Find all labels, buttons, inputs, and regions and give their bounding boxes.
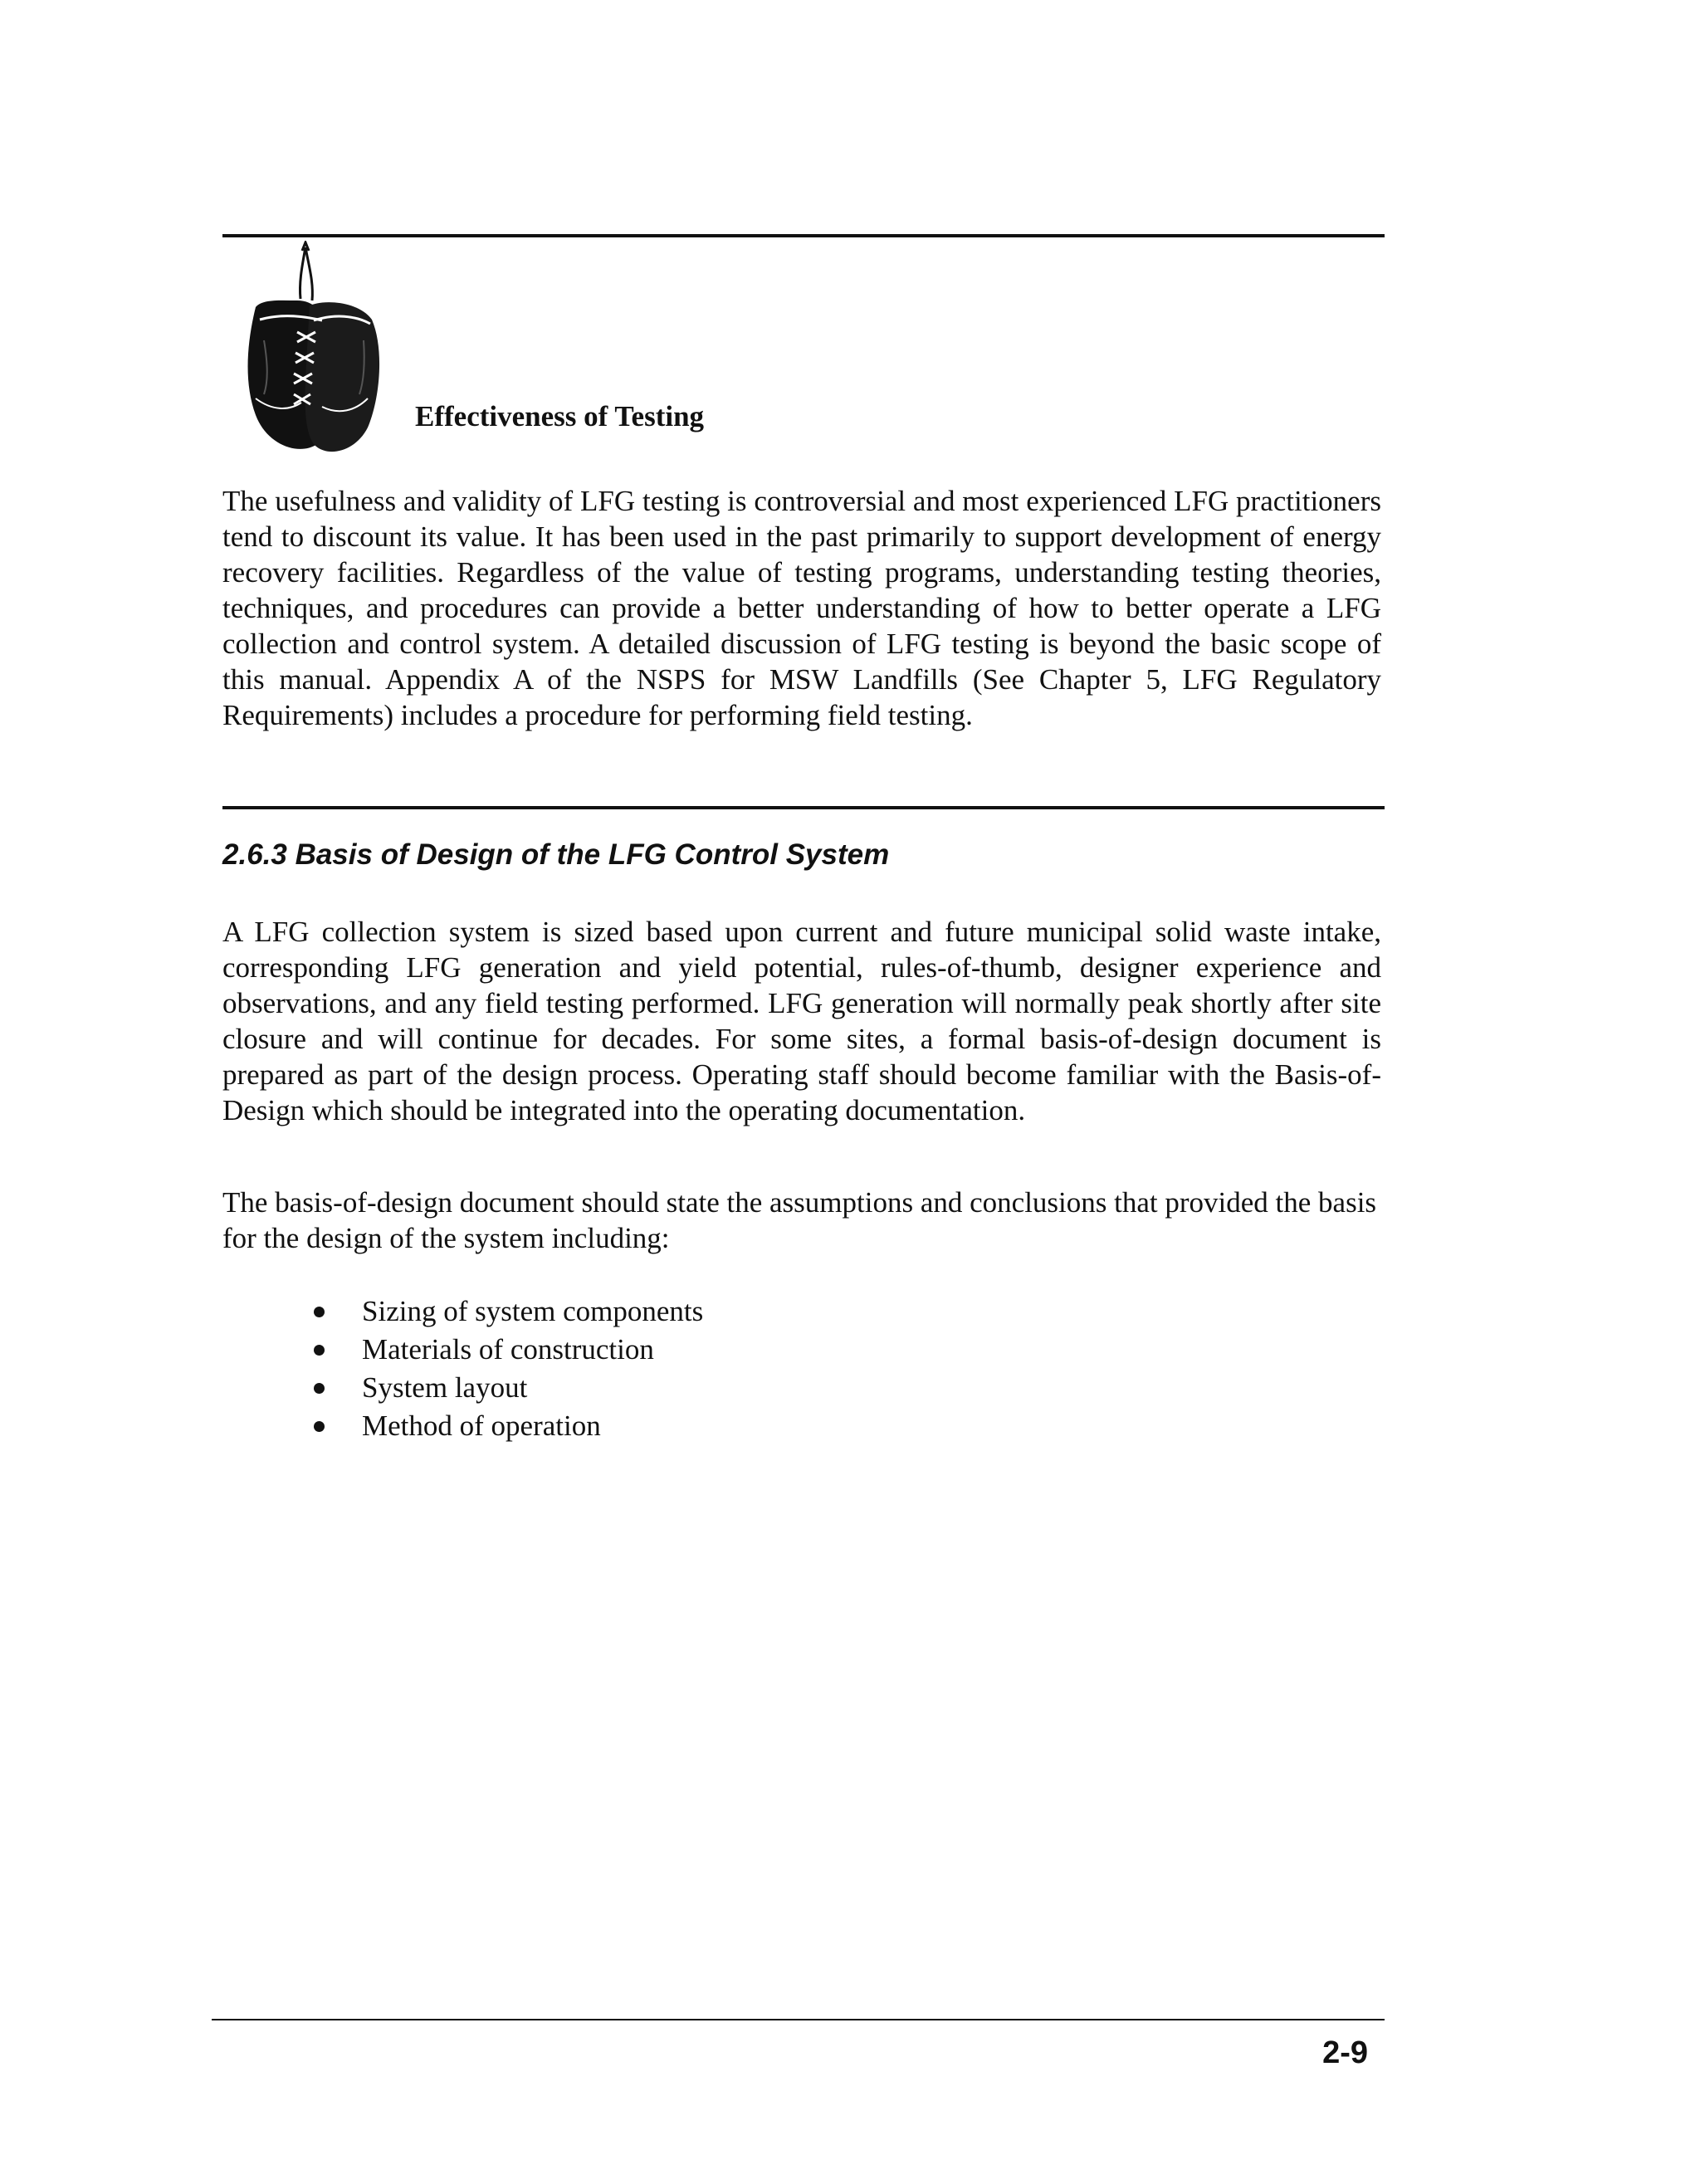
- bullet-icon: [314, 1307, 325, 1317]
- boxing-gloves-icon: [222, 241, 388, 473]
- bullet-icon: [314, 1345, 325, 1356]
- sidebar-paragraph: The usefulness and validity of LFG testing is controversial and most experienced LFG practitioners tend to discount its value. It has been used in the past primarily to support development of energy recovery facilities. Regardless of the value of testing programs, understanding testing theories, techniques, and procedures can provide a better understanding of how to better operate a LFG collection and control system. A detailed discussion of LFG testing is beyond the basic scope of this manual. Appendix A of the NSPS for MSW Landfills (See Chapter 5, LFG Regulatory Requirements) includes a procedure for performing field testing.: [222, 485, 1381, 731]
- list-item: [314, 1331, 703, 1369]
- list-item-text: Method of operation: [362, 1410, 601, 1442]
- list-item-text: System layout: [362, 1371, 528, 1404]
- sidebar-top-rule: [222, 234, 1385, 237]
- bullet-icon: [314, 1383, 325, 1394]
- list-item-text: Sizing of system components: [362, 1295, 704, 1327]
- design-paragraph: A LFG collection system is sized based upon current and future municipal solid waste intake, corresponding LFG generation and yield potential, rules-of-thumb, designer experience and observations, and any field testing performed. LFG generation will normally peak shortly after site closure and will continue for decades. For some sites, a formal basis-of-design document is prepared as part of the design process. Operating staff should become familiar with the Basis-of-Design which should be integrated into the operating documentation.: [222, 916, 1381, 1126]
- footer-rule: [212, 2019, 1385, 2020]
- list-item: [314, 1369, 703, 1407]
- list-item: [314, 1292, 703, 1331]
- page-number: 2-9: [1322, 2035, 1368, 2070]
- sidebar-bottom-rule: [222, 806, 1385, 809]
- basis-paragraph: The basis-of-design document should state the assumptions and conclusions that provided the basis for the design of the system including:: [222, 1186, 1377, 1254]
- bullet-icon: [314, 1421, 325, 1432]
- design-items-list: [314, 1292, 703, 1445]
- list-item: [314, 1407, 703, 1445]
- sidebar-title: Effectiveness of Testing: [415, 400, 705, 432]
- list-item-text: Materials of construction: [362, 1333, 654, 1366]
- section-heading: 2.6.3 Basis of Design of the LFG Control System: [222, 838, 890, 871]
